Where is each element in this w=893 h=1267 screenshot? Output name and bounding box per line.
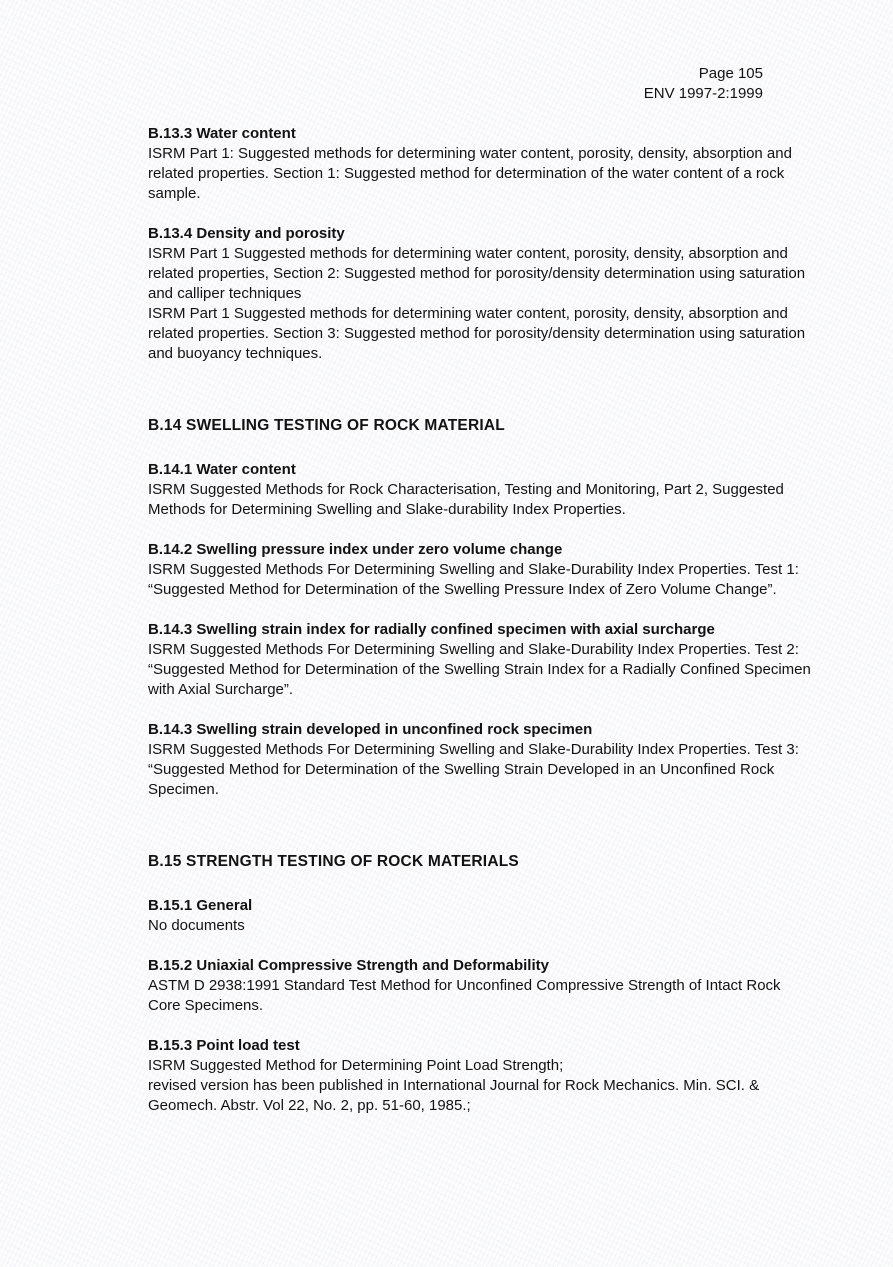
- section-heading-b13-4: B.13.4 Density and porosity: [148, 225, 345, 242]
- document-body: [148, 124, 815, 1116]
- page-header: [148, 64, 815, 104]
- section-heading-b15-1: B.15.1 General: [148, 897, 253, 914]
- major-heading-b15: B.15 STRENGTH TESTING OF ROCK MATERIALS: [148, 853, 519, 870]
- section-heading-b14-3-unconfined: B.14.3 Swelling strain developed in unconfined rock specimen: [148, 721, 593, 738]
- paragraph-b13-4-section2: ISRM Part 1 Suggested methods for determining water content, porosity, density, absorption and related properties, Section 2: Suggested method for porosity/density determination using saturation and calliper techniques: [148, 245, 806, 302]
- paragraph-b14-3-unconfined: ISRM Suggested Methods For Determining Swelling and Slake-Durability Index Properties. Test 3: “Suggested Method for Determination of the Swelling Strain Developed in an Unconfined Rock Specimen.: [148, 741, 799, 798]
- paragraph-b15-2: ASTM D 2938:1991 Standard Test Method for Unconfined Compressive Strength of Intact Rock Core Specimens.: [148, 977, 781, 1014]
- section-heading-b15-2: B.15.2 Uniaxial Compressive Strength and Deformability: [148, 957, 549, 974]
- paragraph-b15-1: No documents: [148, 917, 245, 934]
- section-heading-b14-3-radial: B.14.3 Swelling strain index for radially confined specimen with axial surcharge: [148, 621, 715, 638]
- section-heading-b13-3: B.13.3 Water content: [148, 125, 296, 142]
- paragraph-b15-3-line2: revised version has been published in International Journal for Rock Mechanics. Min. SCI. & Geomech. Abstr. Vol 22, No. 2, pp. 51-60, 1985.;: [148, 1077, 760, 1114]
- paragraph-b14-1: ISRM Suggested Methods for Rock Characterisation, Testing and Monitoring, Part 2, Suggested Methods for Determining Swelling and Slake-durability Index Properties.: [148, 481, 784, 518]
- paragraph-b15-3-line1: ISRM Suggested Method for Determining Point Load Strength;: [148, 1057, 564, 1074]
- document-code: ENV 1997-2:1999: [643, 85, 763, 102]
- paragraph-b14-3-radial: ISRM Suggested Methods For Determining Swelling and Slake-Durability Index Properties. Test 2: “Suggested Method for Determination of the Swelling Strain Index for a Radially Confined Specimen with Axial Surcharge”.: [148, 641, 811, 698]
- major-heading-b14: B.14 SWELLING TESTING OF ROCK MATERIAL: [148, 417, 505, 434]
- section-heading-b14-1: B.14.1 Water content: [148, 461, 296, 478]
- page-number: Page 105: [698, 65, 763, 82]
- section-heading-b15-3: B.15.3 Point load test: [148, 1037, 300, 1054]
- paragraph-b14-2: ISRM Suggested Methods For Determining Swelling and Slake-Durability Index Properties. Test 1: “Suggested Method for Determination of the Swelling Pressure Index of Zero Volume Change”.: [148, 561, 799, 598]
- paragraph-b13-3: ISRM Part 1: Suggested methods for determining water content, porosity, density, absorption and related properties. Section 1: Suggested method for determination of the water content of a rock sample.: [148, 145, 792, 202]
- paragraph-b13-4-section3: ISRM Part 1 Suggested methods for determining water content, porosity, density, absorption and related properties. Section 3: Suggested method for porosity/density determination using saturation and buoyancy techniques.: [148, 305, 806, 362]
- section-heading-b14-2: B.14.2 Swelling pressure index under zero volume change: [148, 541, 563, 558]
